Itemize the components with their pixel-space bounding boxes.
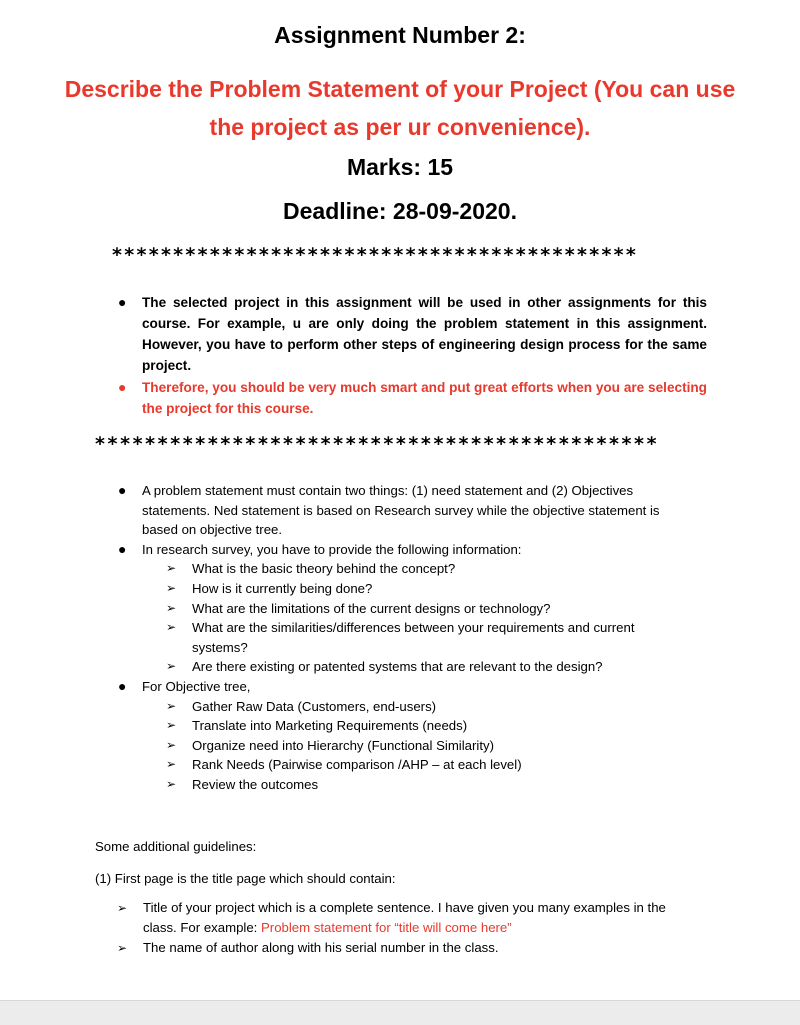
sub-list-item: ➢ What are the limitations of the current designs or technology? xyxy=(142,599,692,619)
important-note-red: ● Therefore, you should be very much smart and put great efforts when you are selecting the project for this course. xyxy=(118,379,707,416)
list-item: ● A problem statement must contain two things: (1) need statement and (2) Objectives statements. Ned statement is based on Research survey while the objective statement is based on objective tree. xyxy=(118,482,660,538)
list-item: ● For Objective tree, ➢ Gather Raw Data (Customers, end-users) ➢ Translate into Marketing Requirements (needs) ➢ Organize need into Hierarchy (Functional Similarity) ➢ Rank Needs (Pairwise comparison /AHP – at each level) ➢ Review the outcomes xyxy=(142,677,692,795)
page-bottom-edge xyxy=(0,1000,800,1025)
assignment-title: Assignment Number 2: xyxy=(274,22,526,48)
title-example: Problem statement for “title will come here” xyxy=(261,920,512,935)
arrowhead-icon: ➢ xyxy=(117,901,128,915)
guidelines-heading: Some additional guidelines: xyxy=(95,839,257,854)
objective-tree-sublist xyxy=(142,697,692,795)
sub-list-item: ➢ Gather Raw Data (Customers, end-users) xyxy=(142,697,692,717)
star-separator-top: ******************************************* xyxy=(112,244,639,266)
important-notes-list xyxy=(118,292,707,419)
arrowhead-icon: ➢ xyxy=(166,757,177,772)
arrowhead-icon: ➢ xyxy=(166,600,177,615)
bullet-icon: ● xyxy=(118,540,127,557)
list-item: ● In research survey, you have to provide the following information: ➢ What is the basic theory behind the concept? ➢ How is it currently being done? ➢ What are the limitations of the current designs or technology? ➢ What are the similarities/differences between your requirements and current systems? ➢ Are there existing or patented systems that are relevant to the design? xyxy=(142,540,692,677)
list-item: ➢ The name of author along with his serial number in the class. xyxy=(143,938,703,958)
arrowhead-icon: ➢ xyxy=(166,580,177,595)
star-separator-bottom: ********************************************* xyxy=(95,433,660,455)
deadline-heading: Deadline: 28-09-2020. xyxy=(283,198,517,224)
arrowhead-icon: ➢ xyxy=(166,620,177,635)
sub-list-item: ➢ What is the basic theory behind the concept? xyxy=(142,559,692,579)
bullet-icon: ● xyxy=(118,482,127,498)
sub-list-item: ➢ Are there existing or patented systems that are relevant to the design? xyxy=(142,657,692,677)
sub-list-item: ➢ Review the outcomes xyxy=(142,775,692,795)
bullet-icon: ● xyxy=(118,677,127,694)
research-survey-sublist xyxy=(142,559,692,677)
arrowhead-icon: ➢ xyxy=(166,698,177,713)
arrowhead-icon: ➢ xyxy=(117,941,128,955)
sub-list-item: ➢ Rank Needs (Pairwise comparison /AHP – at each level) xyxy=(142,755,692,775)
marks-heading: Marks: 15 xyxy=(346,154,454,180)
bullet-icon: ● xyxy=(118,379,127,395)
arrowhead-icon: ➢ xyxy=(166,659,177,674)
title-page-list xyxy=(117,898,703,958)
bullet-icon: ● xyxy=(118,294,127,310)
sub-list-item: ➢ Translate into Marketing Requirements (needs) xyxy=(142,716,692,736)
sub-list-item: ➢ What are the similarities/differences between your requirements and current systems? xyxy=(166,620,635,655)
important-note: ● The selected project in this assignment will be used in other assignments for this course. For example, u are only doing the problem statement in this assignment. However, you have to perform other steps of engineering design process for the same project. xyxy=(118,294,707,373)
arrowhead-icon: ➢ xyxy=(166,718,177,733)
arrowhead-icon: ➢ xyxy=(166,776,177,791)
arrowhead-icon: ➢ xyxy=(166,561,177,576)
problem-heading: Describe the Problem Statement of your Project (You can use the project as per ur convenience). xyxy=(64,76,736,140)
details-list xyxy=(118,481,692,795)
sub-list-item: ➢ How is it currently being done? xyxy=(142,579,692,599)
list-item: ➢ Title of your project which is a complete sentence. I have given you many examples in the class. For example: Problem statement for “title will come here” xyxy=(117,900,666,935)
sub-list-item: ➢ Organize need into Hierarchy (Functional Similarity) xyxy=(142,736,692,756)
arrowhead-icon: ➢ xyxy=(166,737,177,752)
first-page-instruction: (1) First page is the title page which should contain: xyxy=(95,871,396,886)
